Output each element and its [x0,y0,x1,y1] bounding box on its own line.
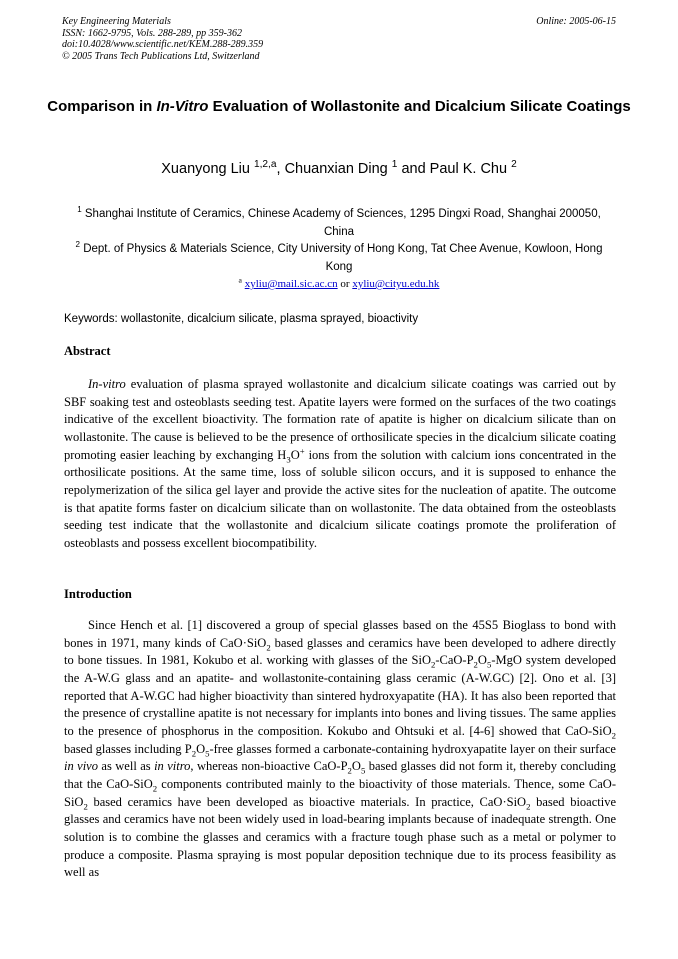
author-3: and Paul K. Chu [397,161,512,177]
author-2: , Chuanxian Ding [276,161,392,177]
journal-name: Key Engineering Materials [62,16,171,27]
abstract-paragraph: In-vitro evaluation of plasma sprayed wollastonite and dicalcium silicate coatings was carried out by SBF soaking test and osteoblasts seeding test. Apatite layers were formed on the surfaces of the two coatings indicative of the excellent bioactivity. The formation rate of apatite is higher on dicalcium silicate than on wollastonite. The cause is believed to be the presence of orthosilicate species in the dicalcium silicate coating promoting easier leaching by exchanging $H_3O^+$ ions from the solution with calcium ions concentrated in the orthosilicate positions. At the same time, loss of soluble silicon occurs, and it is supposed to enhance the repolymerization of the silica gel layer and provide the active sites for the nucleation of apatite. The outcome is that apatite forms faster on dicalcium silicate than on wollastonite. The data obtained from the osteoblasts seeding test indicate that the wollastonite and dicalcium silicate coatings promote the proliferation of osteoblasts and possess excellent biocompatibility. [64,377,616,550]
affiliation-2: $^2$ Dept. of Physics & Materials Science, City University of Hong Kong, Tat Chee Avenue, Kowloon, Hong Kong [75,240,603,273]
title-italic: In-Vitro [156,98,209,115]
author-1: Xuanyong Liu [161,161,254,177]
journal-header [62,16,263,62]
introduction-heading: Introduction [64,587,132,601]
abstract-heading: Abstract [64,344,111,358]
introduction-paragraph: Since Hench et al. [1] discovered a group of special glasses based on the 45S5 Bioglass to bond with bones in 1971, many kinds of CaO·SiO$_2$ based glasses and ceramics have been developed to adhere directly to bone tissues. In 1981, Kokubo et al. working with glasses of the $SiO_2-CaO-P_2O_5$-MgO system developed the A-W.G glass and an apatite- and wollastonite-containing glass ceramic (A-W.GC) [2]. Ono et al. [3] reported that A-W.GC had higher bioactivity than sintered hydroxyapatite (HA). It has also been reported that the presence of crystalline apatite is not necessary for implants into bones and living tissues. The same applies to the presence of phosphorus in the composition. Kokubo and Ohtsuki et al. [4-6] showed that CaO-SiO$_2$ based glasses including $P_2O_5$-free glasses formed a carbonate-containing hydroxyapatite layer on their surface in vivo as well as in vitro, whereas non-bioactive CaO-$P_2O_5$ based glasses did not form it, thereby concluding that the CaO-SiO$_2$ components contributed mainly to the bioactivity of those materials. Thence, some CaO-SiO$_2$ based ceramics have been developed as bioactive materials. In practice, CaO·SiO$_2$ based bioactive glasses and ceramics have not been widely used in load-bearing implants because of inadequate strength. One solution is to combine the glasses and ceramics with a fracture tough phase such as a metal or polymer to produce a composite. Plasma spraying is most popular deposition technique due to its process feasibility as well as [64,618,617,880]
online-date: Online: 2005-06-15 [536,16,616,27]
author-list: Xuanyong Liu $^{1,2,a}$, Chuanxian Ding $^1$ and Paul K. Chu $^2$ [161,159,517,177]
paper-title: Comparison in In-Vitro Evaluation of Wollastonite and Dicalcium Silicate Coatings [47,98,631,115]
journal-copyright: © 2005 Trans Tech Publications Ltd, Switzerland [62,50,260,62]
email-link-2[interactable]: xyliu@cityu.edu.hk [352,278,440,290]
email-link-1[interactable]: xyliu@mail.sic.ac.cn [244,278,338,290]
journal-issn: ISSN: 1662-9795, Vols. 288-289, pp 359-362 [62,27,242,39]
keywords: Keywords: wollastonite, dicalcium silicate, plasma sprayed, bioactivity [64,313,419,325]
journal-doi: doi:10.4028/www.scientific.net/KEM.288-289.359 [62,39,264,50]
author-emails: $^a$ xyliu@mail.sic.ac.cn or xyliu@cityu.edu.hk [238,275,440,290]
affiliation-1: $^1$ Shanghai Institute of Ceramics, Chinese Academy of Sciences, 1295 Dingxi Road, Shanghai 200050, China [77,205,601,238]
